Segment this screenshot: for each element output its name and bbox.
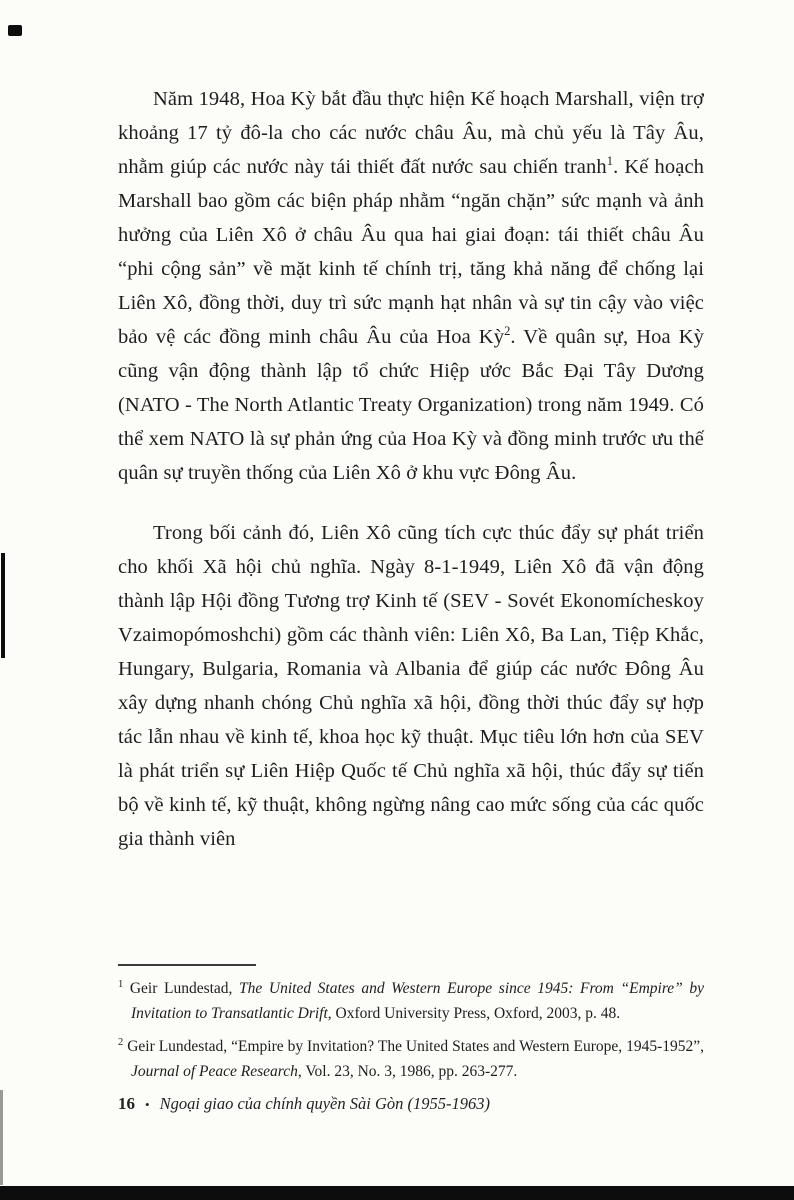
footnote-ref-2: 2 xyxy=(504,324,511,339)
footnote-2-journal-title: Journal of Peace Research xyxy=(131,1063,298,1080)
footnote-2-marker: 2 xyxy=(118,1036,124,1048)
scan-artifact-bottom-bar xyxy=(0,1186,794,1200)
footnote-1 xyxy=(118,976,704,1026)
footer-bullet-separator: • xyxy=(145,1097,150,1112)
scan-artifact-left-edge xyxy=(1,553,5,658)
footnote-separator-rule xyxy=(118,964,256,966)
footnote-ref-1: 1 xyxy=(606,154,614,169)
footnote-1-text-a: Geir Lundestad, xyxy=(123,980,240,997)
scan-artifact-left-lower xyxy=(0,1090,3,1185)
footnote-2-text-b: , Vol. 23, No. 3, 1986, pp. 263-277. xyxy=(297,1063,518,1080)
paragraph-1-text-a: Năm 1948, Hoa Kỳ bắt đầu thực hiện Kế hoạch Marshall, viện trợ khoảng 17 tỷ đô-la cho các nước châu Âu, mà chủ yếu là Tây Âu, nhằm giúp các nước này tái thiết đất nước sau chiến tranh xyxy=(118,88,704,178)
paragraph-1 xyxy=(118,82,704,490)
footnote-1-work-title: The United States and Western Europe since 1945: From “Empire” by Invitation to Transatlantic Drift xyxy=(131,980,705,1022)
paragraph-1-text-b: . Kế hoạch Marshall bao gồm các biện pháp nhằm “ngăn chặn” sức mạnh và ảnh hưởng của Liên Xô ở châu Âu qua hai giai đoạn: tái thiết châu Âu “phi cộng sản” về mặt kinh tế chính trị, tăng khả năng để chống lại Liên Xô, đồng thời, duy trì sức mạnh hạt nhân và sự tin cậy vào việc bảo vệ các đồng minh châu Âu của Hoa Kỳ xyxy=(118,156,705,348)
footnote-1-marker: 1 xyxy=(118,978,124,990)
running-title: Ngoại giao của chính quyền Sài Gòn (1955-1963) xyxy=(159,1094,490,1113)
paragraph-2: Trong bối cảnh đó, Liên Xô cũng tích cực thúc đẩy sự phát triển cho khối Xã hội chủ nghĩa. Ngày 8-1-1949, Liên Xô đã vận động thành lập Hội đồng Tương trợ Kinh tế (SEV - Sovét Ekonomícheskoy Vzaimopómoshchi) gồm các thành viên: Liên Xô, Ba Lan, Tiệp Khắc, Hungary, Bulgaria, Romania và Albania để giúp các nước Đông Âu xây dựng nhanh chóng Chủ nghĩa xã hội, đồng thời thúc đẩy sự hợp tác lẫn nhau về kinh tế, khoa học kỹ thuật. Mục tiêu lớn hơn của SEV là phát triển sự Liên Hiệp Quốc tế Chủ nghĩa xã hội, thúc đẩy sự tiến bộ về kinh tế, kỹ thuật, không ngừng nâng cao mức sống của các quốc gia thành viên xyxy=(118,522,704,850)
footnote-2 xyxy=(118,1034,704,1084)
page-footer xyxy=(118,1094,490,1114)
footnote-2-text-a: Geir Lundestad, “Empire by Invitation? The United States and Western Europe, 1945-1952”, xyxy=(123,1038,704,1055)
footnotes-block xyxy=(118,976,704,1084)
page-body-text xyxy=(118,82,704,856)
paragraph-1-text-c: . Về quân sự, Hoa Kỳ cũng vận động thành lập tổ chức Hiệp ước Bắc Đại Tây Dương (NATO - The North Atlantic Treaty Organization) trong năm 1949. Có thể xem NATO là sự phản ứng của Hoa Kỳ và đồng minh trước ưu thế quân sự truyền thống của Liên Xô ở khu vực Đông Âu. xyxy=(118,326,704,484)
footnote-1-text-b: , Oxford University Press, Oxford, 2003, p. 48. xyxy=(327,1005,621,1022)
page-number: 16 xyxy=(118,1094,135,1113)
scan-artifact-top-left xyxy=(8,25,22,36)
